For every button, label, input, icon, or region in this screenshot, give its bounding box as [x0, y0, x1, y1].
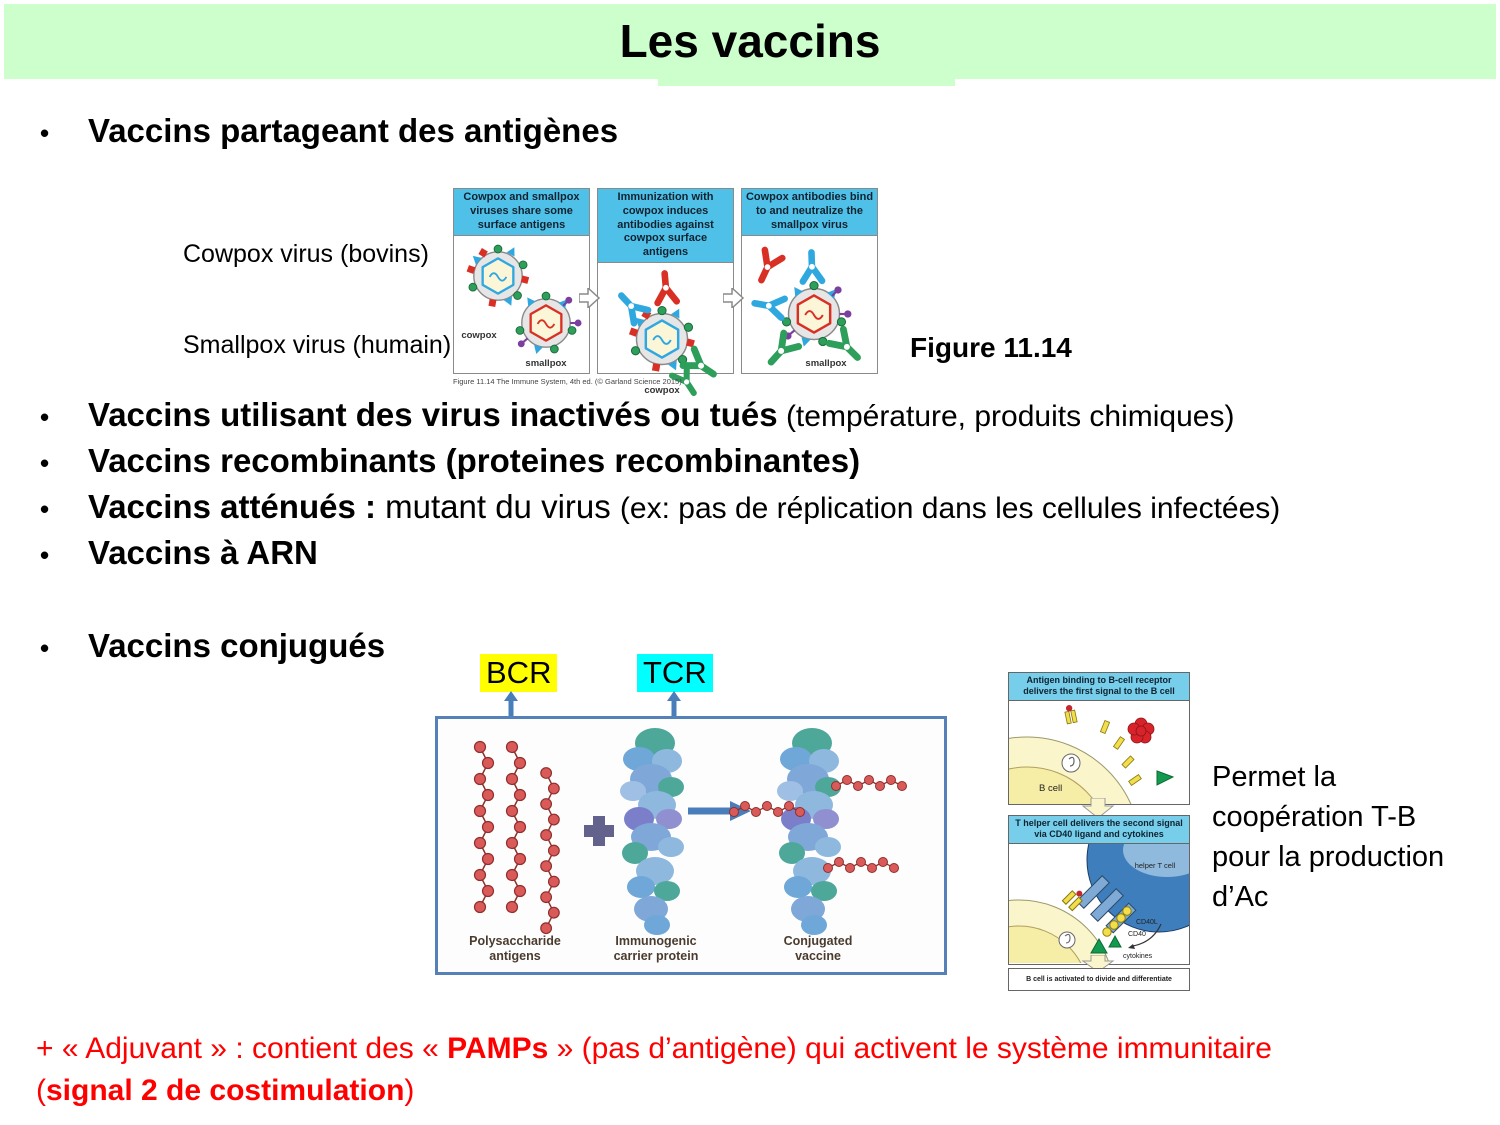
cowpox-side-label: Cowpox virus (bovins): [183, 240, 429, 268]
smallpox-side-label: Smallpox virus (humain): [183, 331, 452, 359]
bullet-inactives-label: Vaccins utilisant des virus inactivés ou tués: [88, 396, 778, 433]
antibody-icon: [753, 294, 785, 318]
pox-panel-1: [453, 188, 590, 374]
bcell-panel-2: [1008, 815, 1190, 965]
bcell-panel-1: [1008, 672, 1190, 805]
bullet-glyph: •: [40, 402, 50, 432]
cowpox-label: cowpox: [644, 384, 680, 396]
bcell-panel-2-title: T helper cell delivers the second signal via CD40 ligand and cytokines: [1009, 816, 1189, 844]
helper-t-cell-label: helper T cell: [1134, 860, 1176, 870]
title-bar: [4, 4, 1496, 79]
conjugate-figure-art: [438, 719, 944, 972]
bullet-conjugues-label: Vaccins conjugués: [88, 627, 386, 664]
conjugated-label-line1: Conjugated: [783, 934, 853, 948]
tcr-arrow-icon: [666, 691, 682, 717]
bullet-partageant-label: Vaccins partageant des antigènes: [88, 112, 619, 149]
bcell-panel-1-title: Antigen binding to B-cell receptor delivers the first signal to the B cell: [1009, 673, 1189, 701]
adjuvant-line-1: [36, 1028, 1488, 1070]
title-bar-tab: [658, 79, 955, 86]
bullet-glyph: •: [40, 540, 50, 570]
conjugated-chain-icon: [824, 858, 899, 873]
bcell-footer: B cell is activated to divide and differentiate: [1008, 968, 1190, 991]
bullet-attenues-label: Vaccins atténués :: [88, 488, 376, 525]
polysaccharide-chain-icon: [507, 742, 526, 913]
antigen-icon: [1128, 718, 1154, 743]
antibody-icon: [802, 252, 822, 281]
antibody-icon: [764, 333, 799, 369]
bullet-partageant: [40, 112, 618, 150]
bullet-inactives: [40, 396, 1234, 434]
bcell-figure: [1008, 672, 1190, 992]
adjuvant-l1-bold: PAMPs: [447, 1032, 549, 1065]
bcr-tag: BCR: [480, 654, 557, 692]
pox-panel-2-title: Immunization with cowpox induces antibodies against cowpox surface antigens: [598, 189, 733, 263]
bullet-arn-label: Vaccins à ARN: [88, 534, 318, 571]
carrier-label-line1: Immunogenic: [615, 934, 697, 948]
polysaccharide-label-line2: antigens: [489, 949, 541, 963]
plus-icon: [584, 816, 614, 846]
smallpox-virus-icon: [782, 281, 850, 347]
polysaccharide-chain-icon: [475, 742, 494, 913]
antibody-icon: [753, 250, 783, 284]
adjuvant-l2-pre: (: [36, 1074, 46, 1107]
bcell-panel-2-art: [1009, 844, 1189, 963]
pox-figure-caption: Figure 11.14 The Immune System, 4th ed. (© Garland Science 2015): [453, 377, 682, 386]
side-note: Permet la coopération T-B pour la production d’Ac: [1212, 761, 1445, 913]
cytokines-label: cytokines: [1123, 952, 1153, 960]
pox-panel-2: [597, 188, 734, 396]
bullet-arn: [40, 534, 318, 572]
adjuvant-note: [36, 1028, 1488, 1112]
bullet-inactives-note: (température, produits chimiques): [777, 400, 1235, 433]
tcr-tag: TCR: [637, 654, 713, 692]
antibody-icon: [614, 289, 648, 323]
pox-panel-3-art: [742, 236, 876, 372]
adjuvant-l2-bold: signal 2 de costimulation: [46, 1074, 405, 1107]
antibody-icon: [655, 272, 677, 302]
bcr-arrow-icon: [503, 691, 519, 717]
polysaccharide-chain-icon: [541, 768, 559, 934]
pox-panel-3: [741, 188, 878, 374]
b-cell-label: B cell: [1039, 782, 1063, 794]
pox-panel-3-title: Cowpox antibodies bind to and neutralize the smallpox virus: [742, 189, 877, 236]
cytokine-icon: [1109, 936, 1121, 947]
bullet-recombinants: [40, 442, 860, 480]
pox-panel-1-title: Cowpox and smallpox viruses share some surface antigens: [454, 189, 589, 236]
smallpox-label: smallpox: [525, 358, 567, 369]
cd40-label: CD40: [1128, 930, 1146, 938]
conjugated-protein-icon: [777, 728, 841, 935]
adjuvant-l2-post: ): [404, 1074, 415, 1107]
pox-panel-1-art: [454, 236, 588, 372]
bullet-conjugues: [40, 627, 385, 665]
bcell-panel-1-art: [1009, 701, 1189, 804]
bullet-attenues: [40, 488, 1280, 526]
carrier-protein-icon: [620, 728, 684, 935]
carrier-label-line2: carrier protein: [613, 949, 699, 963]
conjugate-figure: [435, 716, 947, 975]
panel-arrow-icon: [723, 288, 745, 308]
bullet-recombinants-label: Vaccins recombinants (proteines recombinantes): [88, 442, 861, 479]
conjugated-label-line2: vaccine: [795, 949, 841, 963]
adjuvant-l1-pre: + « Adjuvant » : contient des «: [36, 1032, 448, 1065]
adjuvant-line-2: [36, 1070, 1488, 1112]
bullet-glyph: •: [40, 494, 50, 524]
pox-figure: [453, 188, 879, 396]
signal-flag-icon: [1157, 771, 1173, 785]
cd40l-label: CD40L: [1136, 918, 1158, 926]
bullet-attenues-mid: mutant du virus: [375, 488, 620, 525]
bullet-glyph: •: [40, 118, 50, 148]
slide-title: Les vaccins: [619, 15, 881, 67]
adjuvant-l1-post: » (pas d’antigène) qui activent le système immunitaire: [548, 1032, 1272, 1065]
conjugated-chain-icon: [832, 776, 907, 791]
bullet-glyph: •: [40, 633, 50, 663]
smallpox-virus-icon: [516, 292, 580, 355]
cowpox-label: cowpox: [461, 330, 497, 341]
panel-arrow-icon: [579, 288, 601, 308]
figure-reference: Figure 11.14: [910, 332, 1072, 363]
polysaccharide-label-line1: Polysaccharide: [469, 934, 561, 948]
bullet-attenues-note: (ex: pas de réplication dans les cellules infectées): [619, 492, 1281, 525]
cowpox-virus-icon: [467, 245, 530, 308]
smallpox-label: smallpox: [805, 358, 847, 369]
bullet-glyph: •: [40, 448, 50, 478]
